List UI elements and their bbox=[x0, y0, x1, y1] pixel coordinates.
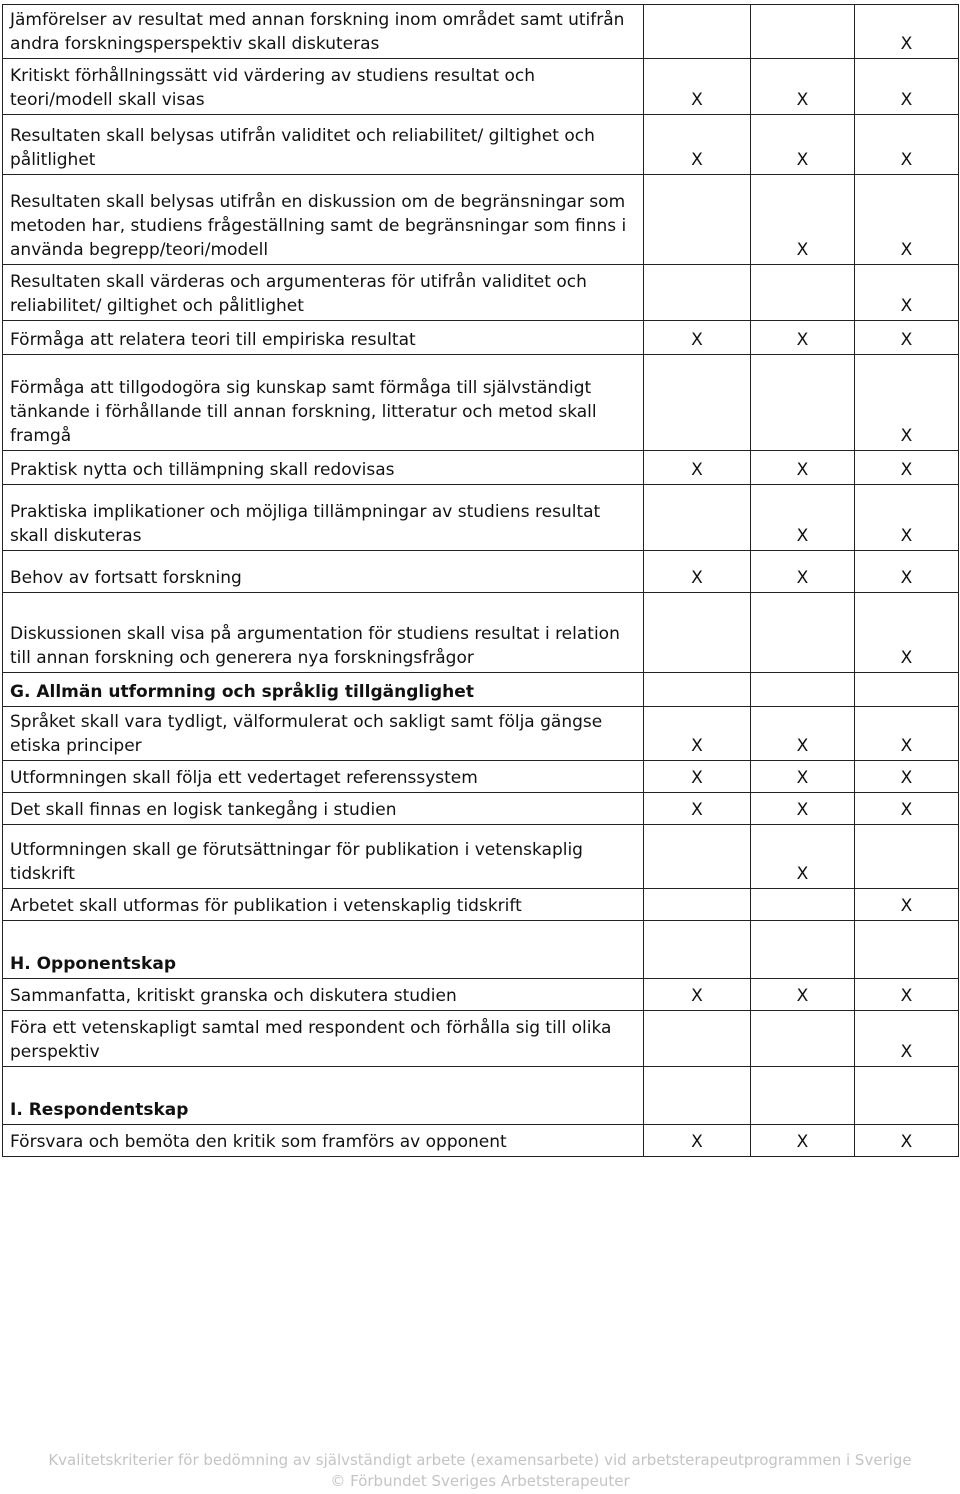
level-2-mark bbox=[751, 673, 855, 707]
section-heading: H. Opponentskap bbox=[3, 921, 644, 979]
level-1-mark bbox=[644, 921, 751, 979]
level-3-mark: X bbox=[855, 707, 959, 761]
level-2-mark bbox=[751, 1067, 855, 1125]
criterion-text: Förmåga att relatera teori till empiriska resultat bbox=[3, 321, 644, 355]
criterion-row bbox=[3, 593, 959, 673]
criterion-row bbox=[3, 355, 959, 451]
level-2-mark: X bbox=[751, 1125, 855, 1157]
criterion-row bbox=[3, 115, 959, 175]
criterion-text: Utformningen skall ge förutsättningar för publikation i vetenskaplig tidskrift bbox=[3, 825, 644, 889]
level-2-mark: X bbox=[751, 451, 855, 485]
level-1-mark bbox=[644, 355, 751, 451]
level-2-mark bbox=[751, 889, 855, 921]
level-1-mark: X bbox=[644, 979, 751, 1011]
level-2-mark bbox=[751, 921, 855, 979]
criterion-row bbox=[3, 5, 959, 59]
level-1-mark: X bbox=[644, 761, 751, 793]
criterion-row bbox=[3, 825, 959, 889]
level-2-mark bbox=[751, 355, 855, 451]
criterion-row bbox=[3, 451, 959, 485]
criterion-text: Resultaten skall belysas utifrån validitet och reliabilitet/ giltighet och pålitlighet bbox=[3, 115, 644, 175]
criterion-text: Kritiskt förhållningssätt vid värdering av studiens resultat och teori/modell skall visas bbox=[3, 59, 644, 115]
level-2-mark: X bbox=[751, 793, 855, 825]
criterion-row bbox=[3, 1125, 959, 1157]
criterion-text: Sammanfatta, kritiskt granska och diskutera studien bbox=[3, 979, 644, 1011]
level-3-mark: X bbox=[855, 175, 959, 265]
criterion-row bbox=[3, 793, 959, 825]
section-heading: I. Respondentskap bbox=[3, 1067, 644, 1125]
criterion-text: Utformningen skall följa ett vedertaget referenssystem bbox=[3, 761, 644, 793]
level-3-mark: X bbox=[855, 451, 959, 485]
level-2-mark: X bbox=[751, 979, 855, 1011]
level-2-mark bbox=[751, 593, 855, 673]
criterion-text: Resultaten skall belysas utifrån en diskussion om de begränsningar som metoden har, studiens frågeställning samt de begränsningar som finns i använda begrepp/teori/modell bbox=[3, 175, 644, 265]
level-3-mark: X bbox=[855, 115, 959, 175]
level-1-mark bbox=[644, 593, 751, 673]
criterion-row bbox=[3, 321, 959, 355]
level-1-mark bbox=[644, 1067, 751, 1125]
criterion-text: Det skall finnas en logisk tankegång i studien bbox=[3, 793, 644, 825]
criterion-text: Försvara och bemöta den kritik som framförs av opponent bbox=[3, 1125, 644, 1157]
level-2-mark: X bbox=[751, 485, 855, 551]
section-heading: G. Allmän utformning och språklig tillgänglighet bbox=[3, 673, 644, 707]
criterion-text: Jämförelser av resultat med annan forskning inom området samt utifrån andra forskningsperspektiv skall diskuteras bbox=[3, 5, 644, 59]
criterion-row bbox=[3, 761, 959, 793]
level-2-mark bbox=[751, 1011, 855, 1067]
level-2-mark bbox=[751, 265, 855, 321]
level-2-mark: X bbox=[751, 707, 855, 761]
level-2-mark: X bbox=[751, 175, 855, 265]
level-1-mark: X bbox=[644, 451, 751, 485]
level-2-mark: X bbox=[751, 761, 855, 793]
level-3-mark: X bbox=[855, 761, 959, 793]
criterion-text: Förmåga att tillgodogöra sig kunskap samt förmåga till självständigt tänkande i förhållande till annan forskning, litteratur och metod skall framgå bbox=[3, 355, 644, 451]
level-3-mark: X bbox=[855, 5, 959, 59]
level-2-mark: X bbox=[751, 115, 855, 175]
criterion-text: Praktiska implikationer och möjliga tillämpningar av studiens resultat skall diskuteras bbox=[3, 485, 644, 551]
footer-copyright: © Förbundet Sveriges Arbetsterapeuter bbox=[330, 1472, 630, 1490]
level-1-mark: X bbox=[644, 793, 751, 825]
level-2-mark: X bbox=[751, 825, 855, 889]
level-3-mark: X bbox=[855, 355, 959, 451]
level-1-mark bbox=[644, 175, 751, 265]
criterion-text: Resultaten skall värderas och argumenteras för utifrån validitet och reliabilitet/ giltighet och pålitlighet bbox=[3, 265, 644, 321]
criterion-row bbox=[3, 889, 959, 921]
criterion-row bbox=[3, 1011, 959, 1067]
section-heading-row bbox=[3, 921, 959, 979]
level-3-mark: X bbox=[855, 59, 959, 115]
level-1-mark: X bbox=[644, 1125, 751, 1157]
level-3-mark bbox=[855, 673, 959, 707]
level-2-mark: X bbox=[751, 59, 855, 115]
level-1-mark: X bbox=[644, 551, 751, 593]
level-3-mark bbox=[855, 1067, 959, 1125]
criterion-text: Diskussionen skall visa på argumentation för studiens resultat i relation till annan forskning och generera nya forskningsfrågor bbox=[3, 593, 644, 673]
criterion-text: Behov av fortsatt forskning bbox=[3, 551, 644, 593]
level-2-mark bbox=[751, 5, 855, 59]
criterion-row bbox=[3, 265, 959, 321]
level-3-mark: X bbox=[855, 793, 959, 825]
level-3-mark bbox=[855, 825, 959, 889]
level-3-mark: X bbox=[855, 979, 959, 1011]
criterion-row bbox=[3, 707, 959, 761]
criterion-row bbox=[3, 551, 959, 593]
level-1-mark bbox=[644, 485, 751, 551]
level-3-mark: X bbox=[855, 1011, 959, 1067]
criterion-row bbox=[3, 175, 959, 265]
section-heading-row bbox=[3, 673, 959, 707]
criteria-table bbox=[2, 4, 959, 1157]
level-3-mark: X bbox=[855, 889, 959, 921]
level-1-mark bbox=[644, 1011, 751, 1067]
level-2-mark: X bbox=[751, 551, 855, 593]
criterion-text: Praktisk nytta och tillämpning skall redovisas bbox=[3, 451, 644, 485]
criterion-row bbox=[3, 59, 959, 115]
level-3-mark bbox=[855, 921, 959, 979]
criterion-text: Föra ett vetenskapligt samtal med respondent och förhålla sig till olika perspektiv bbox=[3, 1011, 644, 1067]
level-3-mark: X bbox=[855, 265, 959, 321]
footer-title: Kvalitetskriterier för bedömning av självständigt arbete (examensarbete) vid arbetsterapeutprogrammen i Sverige bbox=[48, 1451, 912, 1469]
criterion-row bbox=[3, 485, 959, 551]
level-3-mark: X bbox=[855, 1125, 959, 1157]
level-3-mark: X bbox=[855, 321, 959, 355]
level-1-mark bbox=[644, 825, 751, 889]
level-1-mark bbox=[644, 673, 751, 707]
level-3-mark: X bbox=[855, 485, 959, 551]
criterion-row bbox=[3, 979, 959, 1011]
level-1-mark bbox=[644, 265, 751, 321]
level-3-mark: X bbox=[855, 551, 959, 593]
section-heading-row bbox=[3, 1067, 959, 1125]
criterion-text: Språket skall vara tydligt, välformulerat och sakligt samt följa gängse etiska principer bbox=[3, 707, 644, 761]
level-1-mark bbox=[644, 5, 751, 59]
level-1-mark bbox=[644, 889, 751, 921]
level-3-mark: X bbox=[855, 593, 959, 673]
level-1-mark: X bbox=[644, 115, 751, 175]
level-1-mark: X bbox=[644, 707, 751, 761]
criteria-table-body bbox=[3, 5, 959, 1157]
level-1-mark: X bbox=[644, 59, 751, 115]
criterion-text: Arbetet skall utformas för publikation i vetenskaplig tidskrift bbox=[3, 889, 644, 921]
level-1-mark: X bbox=[644, 321, 751, 355]
level-2-mark: X bbox=[751, 321, 855, 355]
